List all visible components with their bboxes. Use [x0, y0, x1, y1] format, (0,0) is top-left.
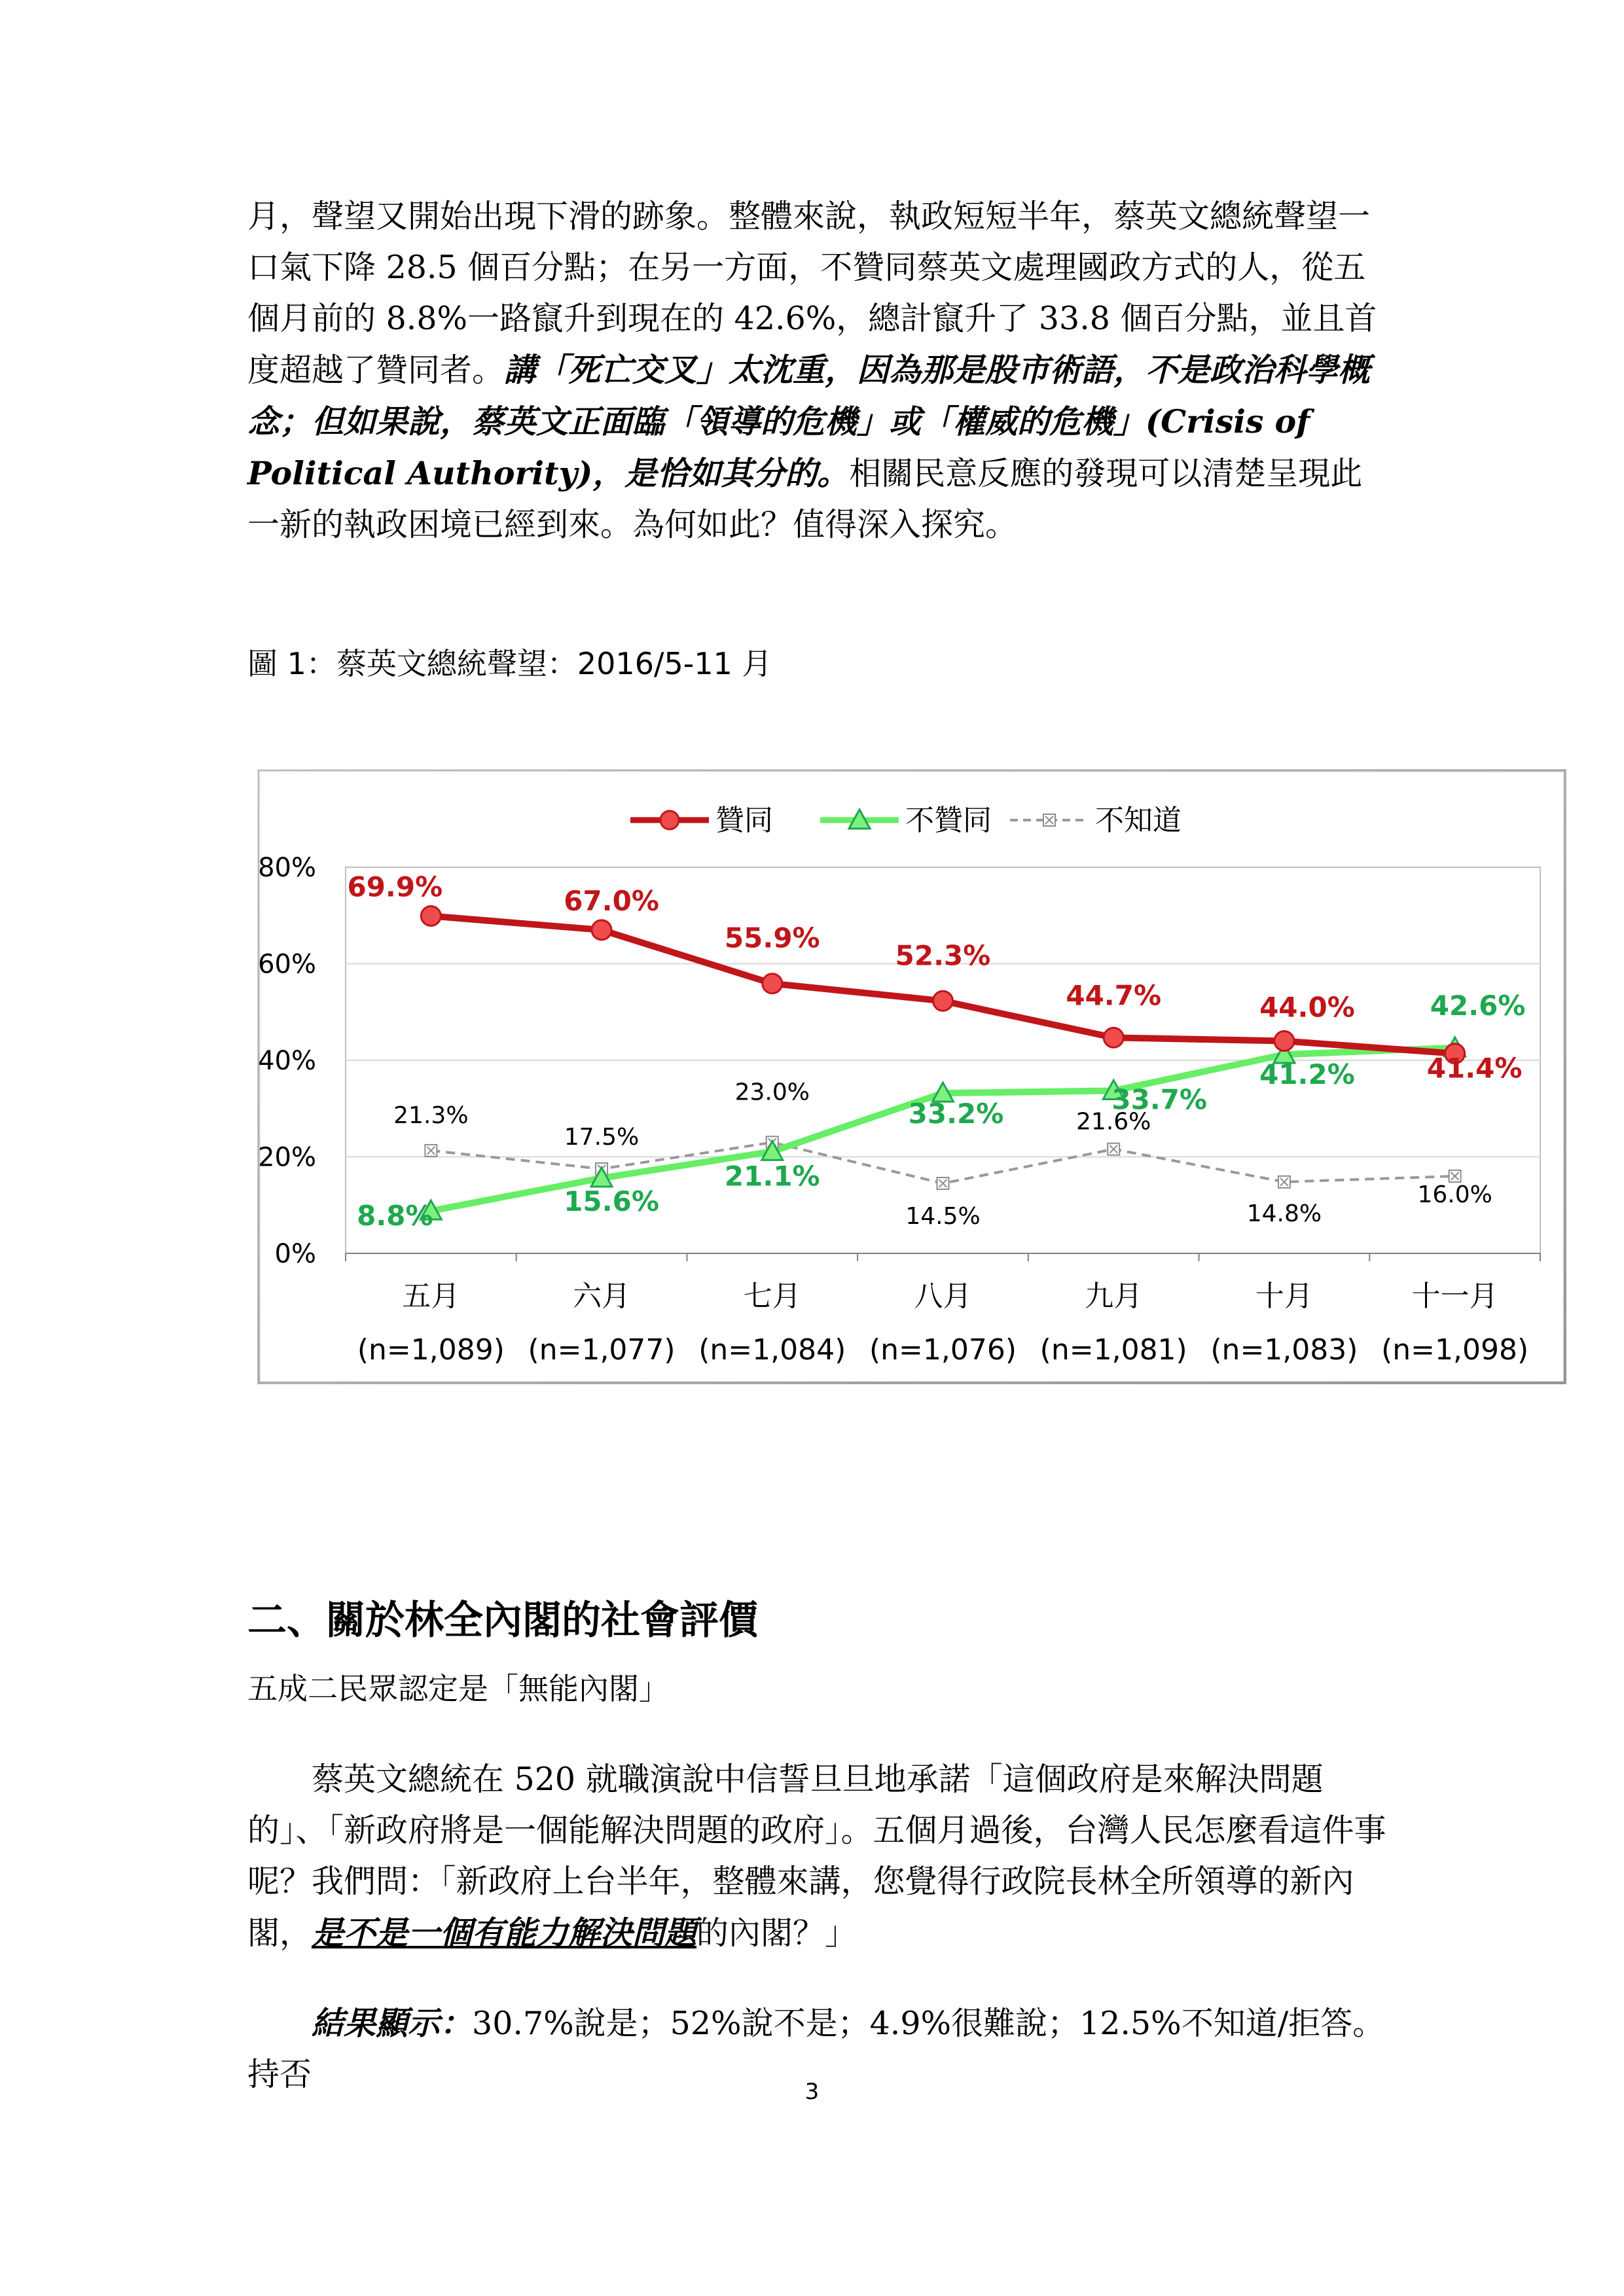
- paragraph-text: 的內閣？」: [696, 1914, 857, 1952]
- legend-label-disapprove: 不贊同: [905, 804, 992, 837]
- data-label-unknown: 21.6%: [1076, 1108, 1151, 1136]
- x-tick-label: 六月: [573, 1280, 631, 1313]
- emphasis-text: 結果顯示：: [312, 2004, 473, 2042]
- legend-label-approve: 贊同: [715, 804, 773, 837]
- approval-chart: [257, 769, 1566, 1384]
- data-label-approve: 44.7%: [1066, 979, 1162, 1012]
- x-tick-label: 九月: [1085, 1280, 1143, 1313]
- y-tick-label: 60%: [258, 949, 316, 980]
- data-label-unknown: 16.0%: [1417, 1181, 1492, 1208]
- data-label-approve: 52.3%: [895, 939, 991, 972]
- y-tick-label: 20%: [258, 1142, 316, 1173]
- x-tick-label: 十一月: [1411, 1280, 1498, 1313]
- point-approve: [1274, 1031, 1294, 1051]
- legend-marker-approve: [660, 811, 679, 829]
- chart-svg: [257, 769, 1566, 1384]
- sample-size-label: (n=1,077): [528, 1333, 676, 1367]
- y-tick-label: 0%: [274, 1239, 316, 1269]
- x-tick-label: 十月: [1255, 1280, 1313, 1313]
- paragraph-text: 相關民意反應的發現可以清楚呈現此一新的執政困境已經到來。為何如此？值得深入探究。: [247, 455, 1363, 543]
- data-label-unknown: 14.8%: [1246, 1200, 1322, 1227]
- data-label-approve: 55.9%: [724, 922, 820, 954]
- subsection-title: 五成二民眾認定是「無能內閣」: [247, 1671, 669, 1706]
- data-label-unknown: 14.5%: [905, 1203, 981, 1230]
- sample-size-label: (n=1,098): [1381, 1333, 1529, 1367]
- data-label-disapprove: 42.6%: [1430, 989, 1526, 1022]
- data-label-approve: 44.0%: [1259, 991, 1355, 1024]
- point-approve: [1104, 1028, 1123, 1047]
- data-label-approve: 67.0%: [564, 884, 659, 917]
- sample-size-label: (n=1,083): [1210, 1333, 1358, 1367]
- body-paragraph: [247, 191, 1386, 550]
- x-tick-label: 八月: [914, 1280, 972, 1313]
- figure-caption: 圖 1：蔡英文總統聲望：2016/5-11 月: [247, 646, 772, 681]
- emphasis-underlined-text: 是不是一個有能力解決問題: [312, 1914, 697, 1952]
- sample-size-label: (n=1,076): [869, 1333, 1017, 1367]
- y-tick-label: 80%: [258, 853, 316, 883]
- body-paragraph: [247, 1754, 1386, 1959]
- legend-label-unknown: 不知道: [1095, 804, 1182, 837]
- data-label-disapprove: 15.6%: [564, 1185, 659, 1217]
- data-label-disapprove: 8.8%: [357, 1200, 433, 1232]
- x-tick-label: 七月: [743, 1280, 801, 1313]
- section-title: 二、關於林全內閣的社會評價: [247, 1598, 758, 1643]
- data-label-unknown: 21.3%: [393, 1102, 469, 1129]
- x-tick-label: 五月: [402, 1280, 460, 1313]
- data-label-unknown: 23.0%: [734, 1079, 810, 1106]
- data-label-disapprove: 21.1%: [724, 1160, 820, 1193]
- data-label-approve: 69.9%: [347, 870, 443, 903]
- paragraph-text: 30.7%說是；52%說不是；4.9%很難說；12.5%不知道/拒答。持否: [247, 2005, 1385, 2093]
- data-label-disapprove: 33.2%: [908, 1098, 1004, 1130]
- data-label-disapprove: 33.7%: [1111, 1083, 1208, 1116]
- data-label-unknown: 17.5%: [564, 1123, 640, 1151]
- point-approve: [592, 920, 611, 940]
- y-tick-label: 40%: [258, 1046, 316, 1076]
- point-approve: [763, 974, 782, 994]
- data-label-approve: 41.4%: [1426, 1052, 1523, 1085]
- sample-size-label: (n=1,089): [357, 1333, 505, 1367]
- point-approve: [421, 906, 441, 925]
- sample-size-label: (n=1,081): [1039, 1333, 1187, 1367]
- paragraph-text: 蔡英文總統在 520 就職演說中信誓旦旦地承諾「這個政府是來解決問題的」、「新政府將是一個能解決問題的政府」。五個月過後，台灣人民怎麼看這件事呢？我們問：「新政府上台半年，整體來講，您覺得行政院長林全所領導的新內閣，: [247, 1761, 1386, 1952]
- data-label-disapprove: 41.2%: [1259, 1058, 1355, 1091]
- paragraph-text: 月，聲望又開始出現下滑的跡象。整體來說，執政短短半年，蔡英文總統聲望一口氣下降 28.5 個百分點；在另一方面，不贊同蔡英文處理國政方式的人，從五個月前的 8.8%一路竄升到現在的 42.6%，總計竄升了 33.8 個百分點，並且首度超越了贊同者。: [247, 198, 1377, 389]
- sample-size-label: (n=1,084): [698, 1333, 846, 1367]
- point-approve: [933, 991, 953, 1011]
- emphasis-text: 講「死亡交叉」太沈重，因為那是股市術語，不是政治科學概念；但如果說，蔡英文正面臨「領導的危機」或「權威的危機」(Crisis of Political Authority)，是恰如其分的。: [247, 351, 1371, 492]
- page-number: 3: [804, 2079, 820, 2105]
